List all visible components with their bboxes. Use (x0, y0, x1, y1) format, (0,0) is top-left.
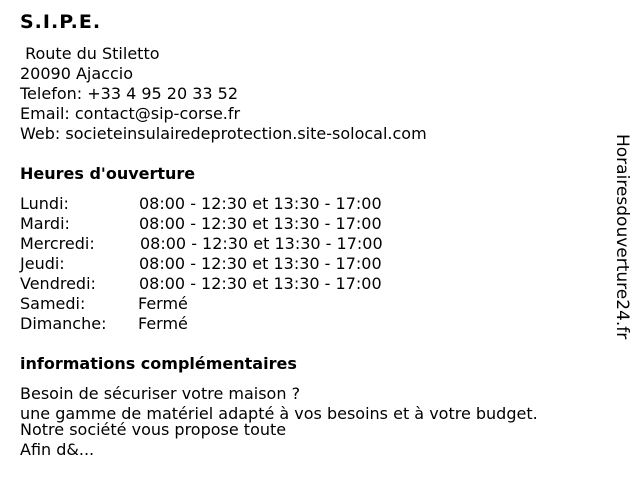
day-label: Mardi: (20, 214, 70, 233)
time-value: 08:00 - 12:30 et 13:30 - 17:00 (139, 194, 382, 213)
time-value: 08:00 - 12:30 et 13:30 - 17:00 (139, 214, 382, 233)
time-value: Fermé (138, 314, 188, 333)
info-line: Besoin de sécuriser votre maison ? (20, 384, 301, 403)
info-heading: informations complémentaires (20, 354, 297, 373)
time-value: 08:00 - 12:30 et 13:30 - 17:00 (140, 234, 383, 253)
day-label: Mercredi: (20, 234, 95, 253)
day-label: Dimanche: (20, 314, 107, 333)
email-address: Email: contact@sip-corse.fr (20, 104, 241, 123)
hours-heading: Heures d'ouverture (20, 164, 196, 183)
site-watermark: Horairesdouverture24.fr (612, 134, 632, 340)
info-text (20, 384, 538, 460)
day-label: Jeudi: (20, 254, 65, 273)
address-city: 20090 Ajaccio (20, 64, 134, 83)
info-line: Notre société vous propose toute (20, 420, 287, 439)
phone-number: Telefon: +33 4 95 20 33 52 (20, 84, 239, 103)
business-name: S.I.P.E. (20, 11, 102, 33)
website-link: Web: societeinsulairedeprotection.site-solocal.com (20, 124, 427, 143)
info-line: Afin d&... (20, 440, 95, 459)
contact-block (20, 44, 427, 144)
info-line: une gamme de matériel adapté à vos besoins et à votre budget. (20, 404, 538, 423)
day-label: Samedi: (20, 294, 86, 313)
address-street: Route du Stiletto (20, 44, 160, 63)
time-value: 08:00 - 12:30 et 13:30 - 17:00 (139, 274, 382, 293)
time-value: Fermé (138, 294, 188, 313)
time-value: 08:00 - 12:30 et 13:30 - 17:00 (139, 254, 382, 273)
day-label: Lundi: (20, 194, 69, 213)
day-label: Vendredi: (20, 274, 96, 293)
